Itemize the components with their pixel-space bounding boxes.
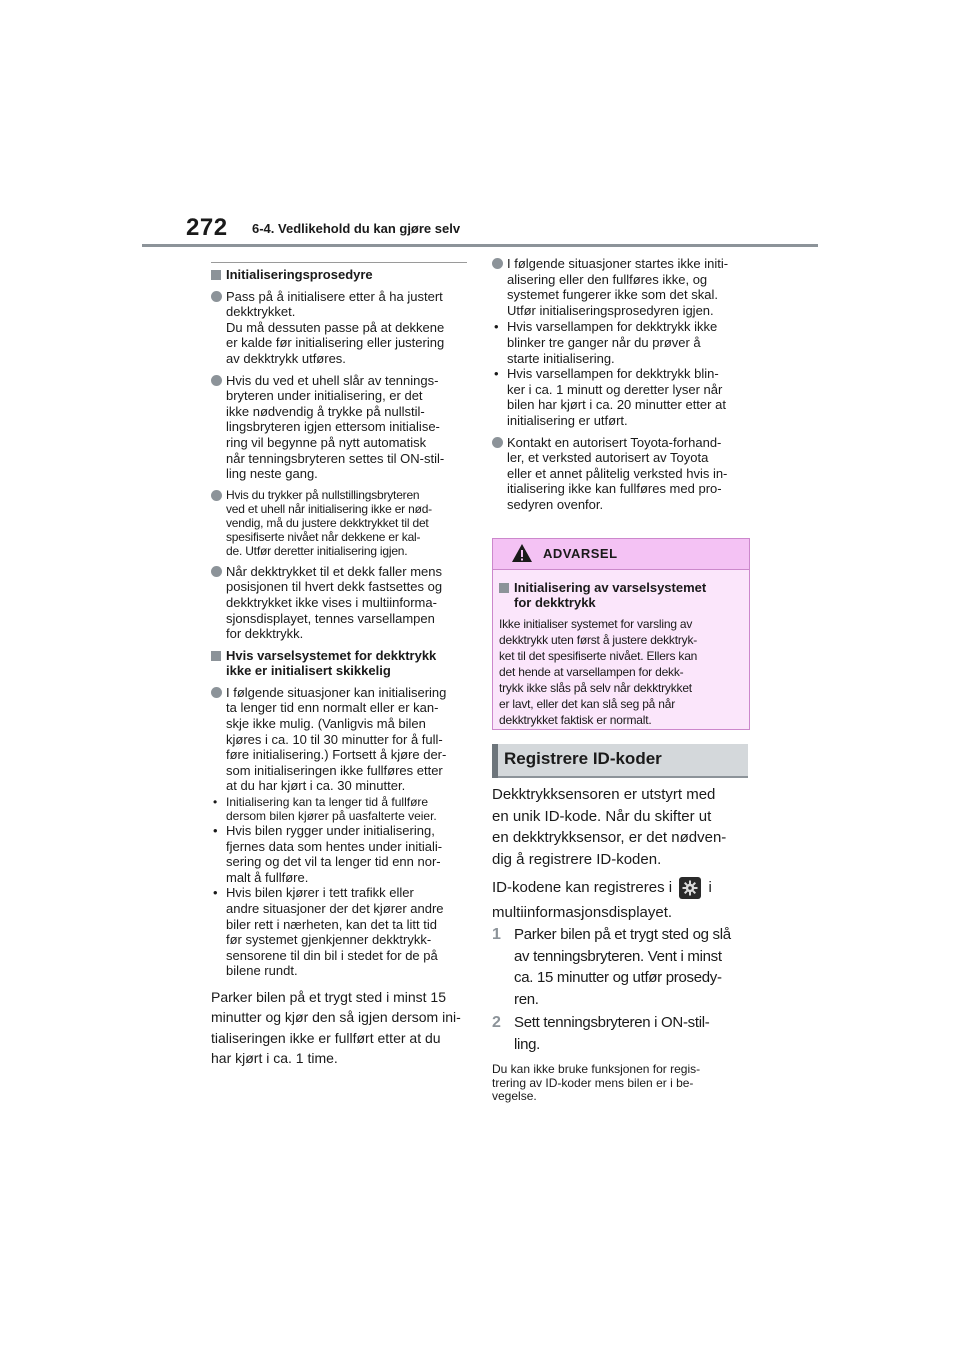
text-line: malt å fullføre. [226, 869, 309, 885]
text-line: sensorene til din bil i stedet for de på [226, 947, 438, 963]
text-line: bilene rundt. [226, 963, 298, 979]
sub-bullet-item [492, 319, 748, 366]
text-line: sedyren ovenfor. [507, 496, 604, 512]
text-line: av dekktrykk utføres. [226, 350, 346, 366]
text-line: Sett tenningsbryteren i ON-stil- [514, 1014, 710, 1031]
text-line: før systemet gjenkjenner dekktrykk- [226, 932, 432, 948]
warning-subheading [499, 580, 743, 610]
page-header [0, 0, 960, 250]
text-line: for dekktrykk. [226, 626, 304, 642]
header-rule [142, 244, 818, 247]
text-line: systemet fungerer ikke som det skal. [507, 287, 718, 303]
bullet-item [211, 373, 467, 482]
text-line: føre initialisering.) Fortsett å kjøre der- [226, 747, 447, 763]
text-line: • Hvis varsellampen for dekktrykk blin- [507, 366, 719, 382]
sub-bullet-item [211, 823, 467, 885]
text-line [492, 877, 754, 899]
step-text [514, 1012, 754, 1055]
text-line: Pass på å initialisere etter å ha justert [226, 288, 443, 304]
text-line: at du har kjørt i ca. 30 minutter. [226, 778, 406, 794]
text-line: • Hvis varsellampen for dekktrykk ikke [507, 319, 718, 335]
text-line: • Hvis bilen kjører i tett trafikk eller [226, 885, 414, 901]
right-column [492, 256, 748, 519]
step-number: 2 [492, 1014, 501, 1031]
section-heading-box [492, 744, 748, 778]
text-line: en dekktrykksensor, er det nødven- [492, 829, 727, 846]
section-heading-bar [492, 744, 498, 778]
text-line: av tenningsbryteren. Vent i minst [514, 947, 722, 965]
text-line: ling neste gang. [226, 466, 318, 482]
text-line: for dekktrykk [514, 595, 596, 610]
text-line: Parker bilen på et trygt sted i minst 15 [211, 988, 446, 1005]
bullet-item [211, 685, 467, 794]
text-line: bilen har kjørt i ca. 20 minutter etter at [507, 397, 726, 413]
text-line: ren. [514, 990, 539, 1008]
text-line: multiinformasjonsdisplayet. [492, 904, 673, 922]
text-line: ikke er initialisert skikkelig [226, 663, 391, 679]
warning-title: ADVARSEL [543, 546, 618, 561]
text-line: sjonsdisplayet, tennes varsellampen [226, 610, 435, 626]
settings-gear-icon [679, 877, 701, 899]
section-intro [492, 784, 754, 870]
text-line: Hvis du trykker på nullstillingsbryteren [226, 487, 420, 502]
text-line: dekktrykket. [226, 304, 296, 320]
text-line: Du må dessuten passe på at dekkene [226, 319, 445, 335]
registration-location [492, 877, 754, 924]
text-line: minutter og kjør den så igjen dersom ini- [211, 1009, 461, 1026]
text-line: Hvis varselsystemet for dekktrykk [226, 647, 437, 663]
text-line: blinker tre ganger når du prøver å [507, 334, 701, 350]
text-line: dig å registrere ID-koden. [492, 850, 662, 868]
text-line: er kalde før initialisering eller justering [226, 335, 445, 351]
text-line: vendig, må du justere dekktrykket til det [226, 515, 429, 530]
text-line: • Hvis bilen rygger under initialisering, [226, 823, 435, 839]
text-line: dekktrykket faktisk er normalt. [499, 713, 652, 727]
text-line: • Initialisering kan ta lenger tid å fullføre [226, 795, 429, 810]
text-line: en unik ID-kode. Når du skifter ut [492, 807, 712, 825]
text-line: Kontakt en autorisert Toyota-forhand- [507, 434, 722, 450]
sub-bullet-item [492, 366, 748, 428]
warning-text [499, 616, 743, 728]
warning-triangle-icon [511, 543, 533, 563]
text-line: ring vil begynne på nytt automatisk [226, 434, 427, 450]
step-text [514, 924, 754, 1010]
left-column [211, 262, 467, 1069]
text-line: ta lenger tid enn normalt eller er kan- [226, 700, 439, 716]
text-fragment: ID-kodene kan registreres i [492, 879, 673, 896]
text-line: bryteren under initialisering, er det [226, 388, 423, 404]
text-line: lingsbryteren igjen ettersom initialise- [226, 419, 440, 435]
bullet-item [211, 289, 467, 367]
text-line: har kjørt i ca. 1 time. [211, 1050, 338, 1067]
text-line: ikke nødvendig å trykke på nullstil- [226, 403, 425, 419]
text-line: Initialisering av varselsystemet [514, 580, 707, 595]
text-line: det hende at varsellampen for dekk- [499, 665, 684, 679]
text-line: ling. [514, 1035, 541, 1053]
text-line: tialiseringen ikke er fullført etter at du [211, 1029, 441, 1046]
text-line: posisjonen til hvert dekk fastsettes og [226, 579, 443, 595]
text-line: initialisering er utført. [507, 412, 628, 428]
text-line: ca. 15 minutter og utfør prosedy- [514, 969, 722, 986]
bullet-item [492, 256, 748, 318]
section-heading: Registrere ID-koder [504, 749, 662, 768]
text-line: sering og det vil ta lenger tid enn nor- [226, 854, 441, 870]
text-line: dersom bilen kjører på uasfalterte veier. [226, 809, 437, 824]
section-title: 6-4. Vedlikehold du kan gjøre selv [252, 221, 461, 236]
text-line: itialisering ikke kan fullføres med pro- [507, 481, 722, 497]
bullet-item [492, 435, 748, 513]
text-line: Parker bilen på et trygt sted og slå [514, 926, 731, 943]
text-line: vegelse. [492, 1089, 537, 1103]
text-line: andre situasjoner der det kjører andre [226, 901, 444, 916]
text-line: Du kan ikke bruke funksjonen for regis- [492, 1062, 701, 1076]
text-line: skje ikke mulig. (Vanligvis må bilen [226, 716, 426, 732]
subheading-initialisation: Initialiseringsprosedyre [211, 267, 467, 283]
note-text [492, 1063, 752, 1104]
bullet-item [211, 488, 467, 558]
sub-bullet-item [211, 795, 467, 823]
step-number: 1 [492, 926, 501, 943]
text-line: ler, et verksted autorisert av Toyota [507, 450, 709, 466]
text-line: kjøres i ca. 10 til 30 minutter for å full- [226, 731, 443, 747]
paragraph [211, 987, 467, 1069]
text-line: trykk ikke slås på selv når dekktrykket [499, 681, 692, 695]
page-number: 272 [186, 214, 228, 241]
text-line: I følgende situasjoner kan initialisering [226, 684, 447, 700]
text-line: når tenningsbryteren settes til ON-stil- [226, 450, 445, 466]
text-line: Utfør initialiseringsprosedyren igjen. [507, 302, 714, 318]
text-line: ved et uhell når initialisering ikke er nød- [226, 501, 432, 516]
divider [211, 262, 467, 263]
text-line: spesifiserte nivået når dekkene er kal- [226, 529, 421, 544]
warning-body [493, 570, 749, 728]
text-line: Ikke initialiser systemet for varsling av [499, 617, 693, 631]
subheading-not-initialised [211, 648, 467, 679]
text-line: Hvis du ved et uhell slår av tennings- [226, 372, 439, 388]
text-line: de. Utfør deretter initialisering igjen. [226, 543, 408, 558]
warning-box [492, 538, 750, 730]
text-line: som initialiseringen ikke fullføres etter [226, 762, 443, 778]
text-fragment: i [708, 879, 712, 896]
sub-bullet-item [211, 885, 467, 979]
text-line: ker i ca. 1 minutt og deretter lyser når [507, 381, 723, 397]
text-line: dekktrykket ikke vises i multiinforma- [226, 594, 437, 610]
text-line: dekktrykk uten først å justere dekktryk- [499, 633, 698, 647]
text-line: eller et annet pålitelig verksted hvis in- [507, 465, 728, 481]
text-line: starte initialisering. [507, 350, 615, 366]
text-line: biler rett i nærheten, kan det ta litt tid [226, 916, 437, 932]
text-line: Dekktrykksensoren er utstyrt med [492, 786, 716, 803]
text-line: ket til det spesifiserte nivået. Ellers kan [499, 649, 698, 663]
text-line: trering av ID-koder mens bilen er i be- [492, 1075, 694, 1090]
text-line: alisering eller den fullføres ikke, og [507, 271, 708, 287]
text-line: fjernes data som hentes under initiali- [226, 838, 443, 854]
bullet-item [211, 564, 467, 642]
warning-header [493, 539, 749, 570]
text-line: er lavt, eller det kan slå seg på når [499, 697, 676, 711]
text-line: I følgende situasjoner startes ikke initi- [507, 256, 729, 271]
text-line: Når dekktrykket til et dekk faller mens [226, 563, 443, 579]
